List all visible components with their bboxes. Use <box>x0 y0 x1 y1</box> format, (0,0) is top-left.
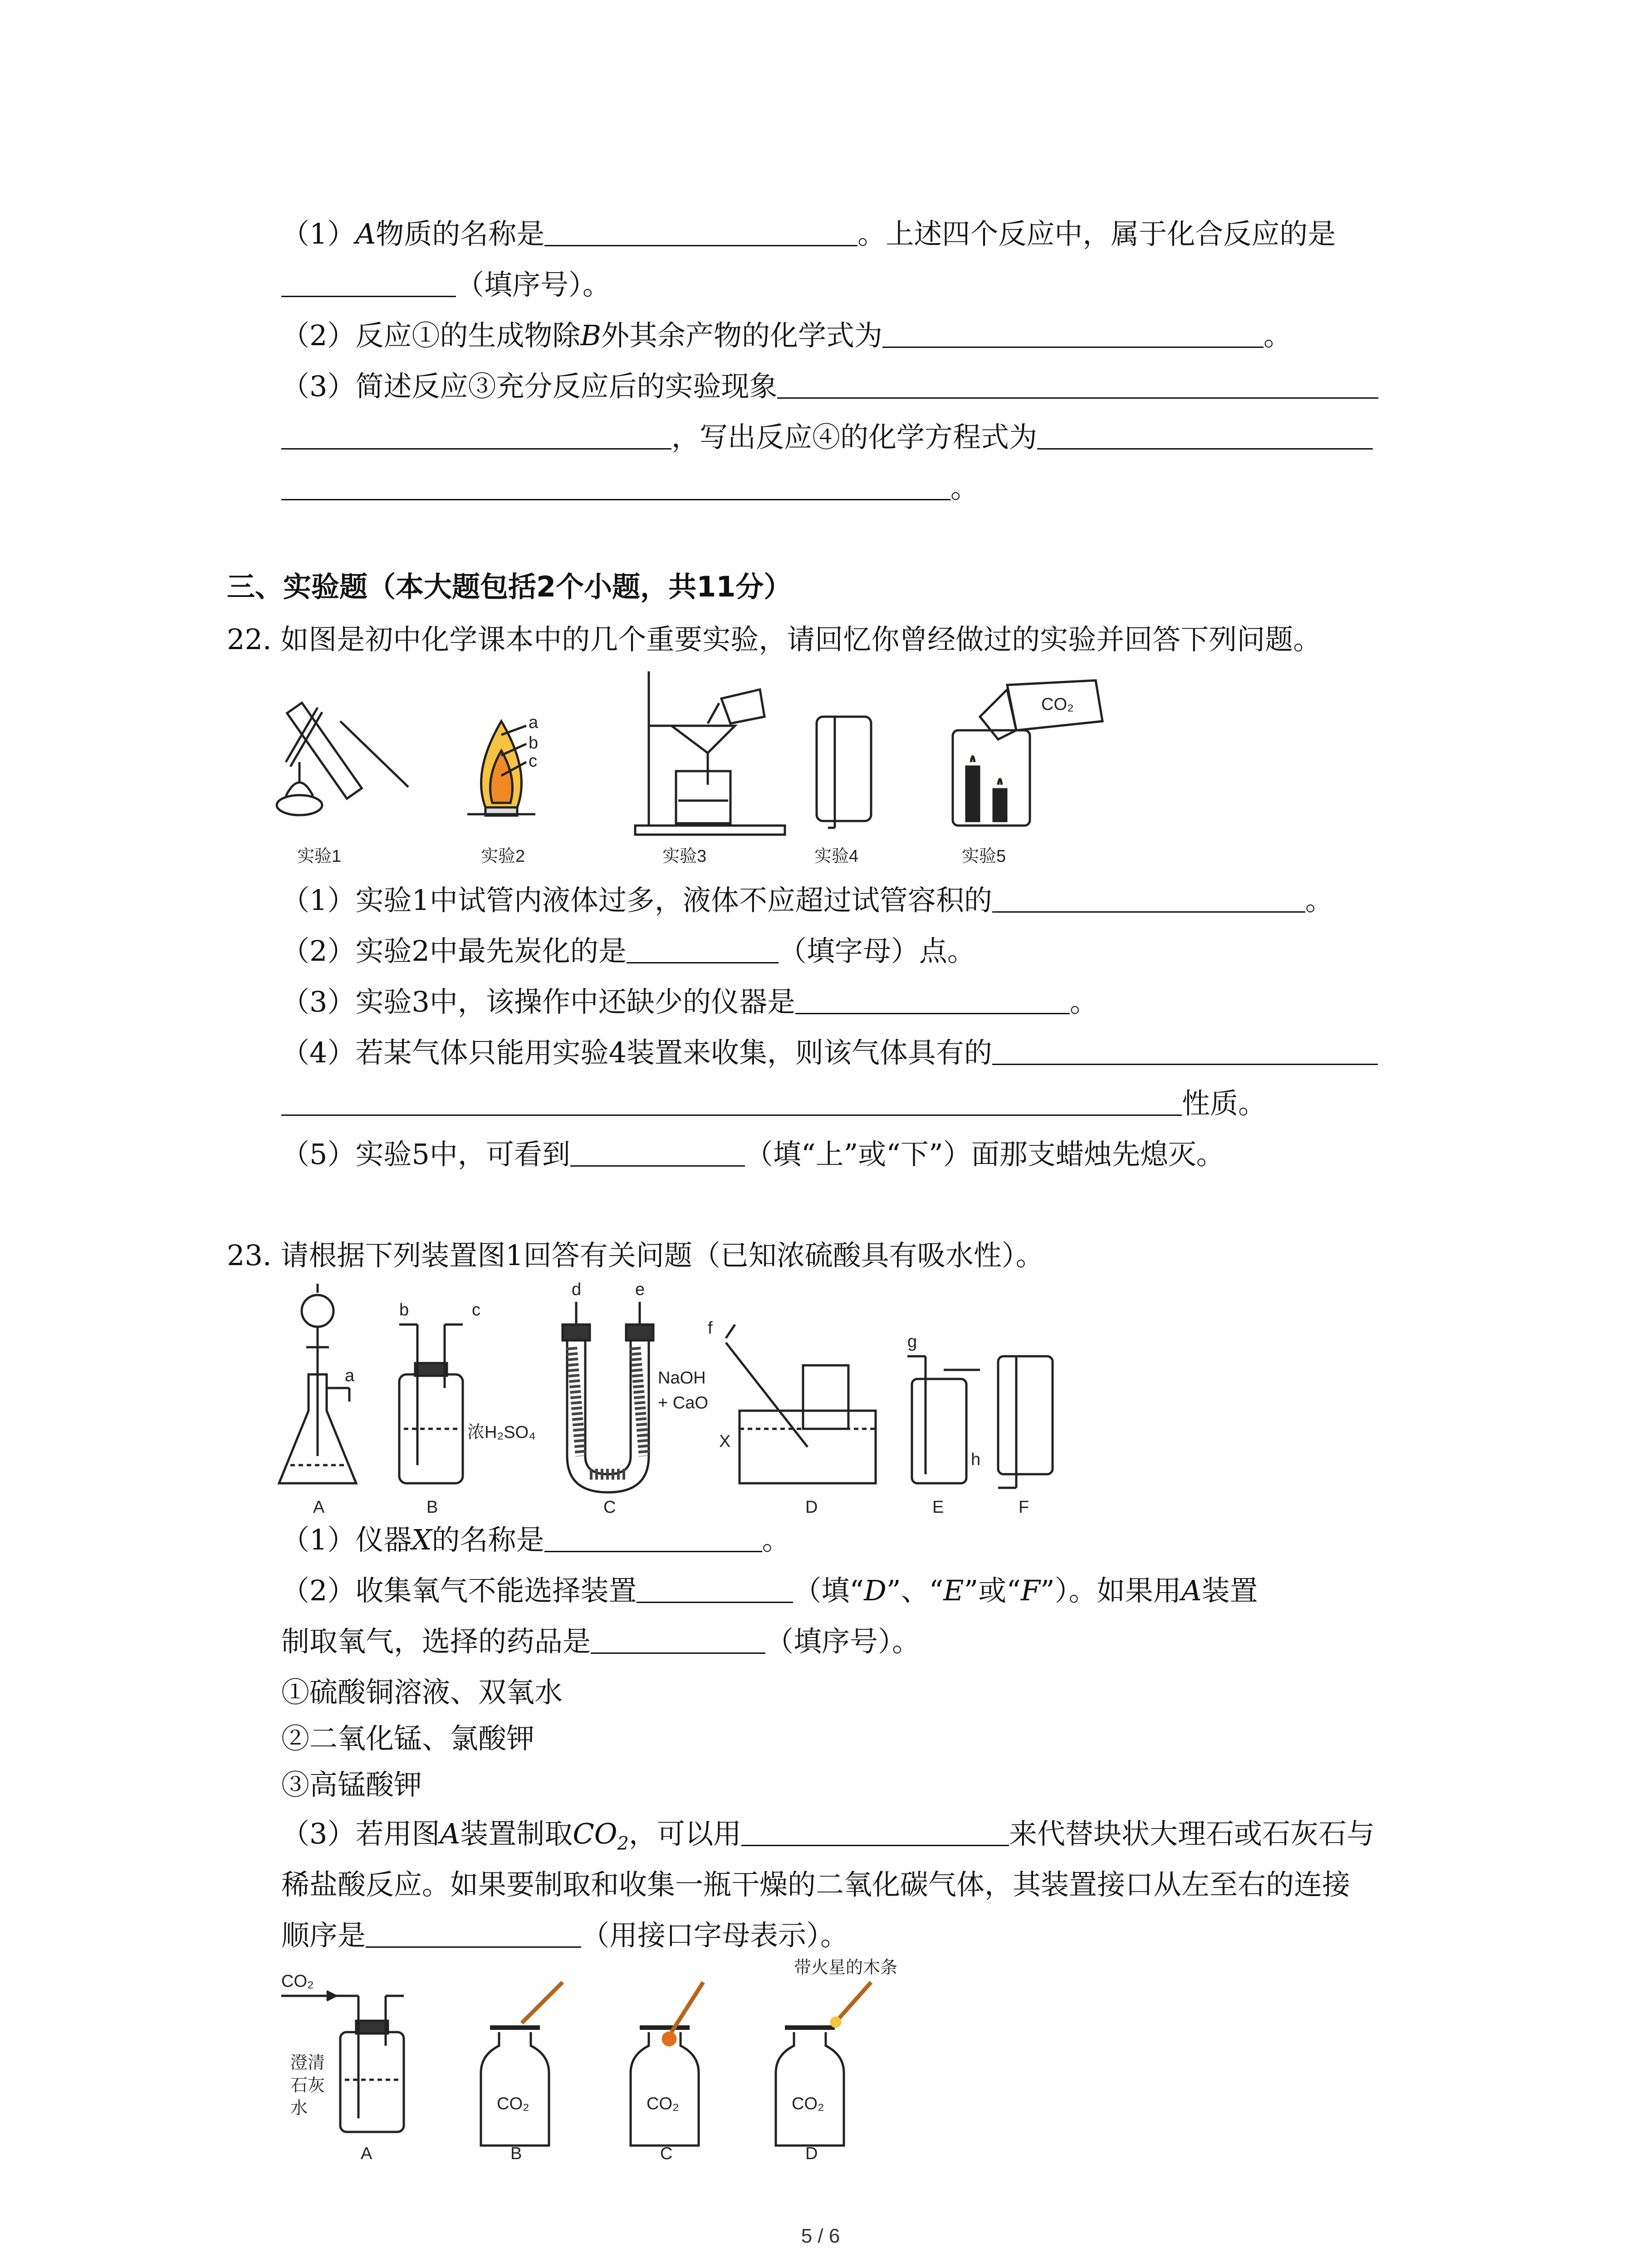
answer-blank[interactable] <box>1037 421 1373 450</box>
answer-blank[interactable] <box>281 269 456 297</box>
answer-blank[interactable] <box>544 1524 762 1552</box>
exp1-label: 实验1 <box>297 847 342 866</box>
q23-sub3-line2: 稀盐酸反应。如果要制取和收集一瓶干燥的二氧化碳气体，其装置接口从左至右的连接 <box>281 1868 1351 1901</box>
co2-fig-label-d: D <box>805 2144 818 2163</box>
answer-blank[interactable] <box>544 218 857 246</box>
port-label-g: g <box>907 1332 917 1351</box>
q23-option-1: ①硫酸铜溶液、双氧水 <box>281 1676 563 1709</box>
q23-sub2-line1: （2）收集氧气不能选择装置 （填“D”、“E”或“F”）。如果用A装置 <box>281 1574 1258 1607</box>
q22-experiment-figure <box>272 671 1157 871</box>
co2-fig-label-c: C <box>660 2144 673 2163</box>
apparatus-b-drawing <box>399 1325 463 1483</box>
q23-sub2-line2: 制取氧气，选择的药品是 （填序号）。 <box>281 1625 921 1658</box>
exp2-drawing <box>467 721 535 816</box>
q22-sub4-line1: （4）若某气体只能用实验4装置来收集，则该气体具有的 <box>281 1035 1378 1071</box>
port-label-e: e <box>635 1280 645 1299</box>
fig-label-c: C <box>603 1498 616 1517</box>
answer-blank[interactable] <box>992 1036 1378 1065</box>
q23-option-3: ③高锰酸钾 <box>281 1768 422 1801</box>
exp4-label: 实验4 <box>814 847 859 866</box>
exp2-label: 实验2 <box>481 847 525 866</box>
flame-label-b: b <box>529 733 539 753</box>
answer-blank[interactable] <box>627 935 779 963</box>
q23-stem: 23. 请根据下列装置图1回答有关问题（已知浓硫酸具有吸水性）。 <box>227 1239 1044 1272</box>
port-label-c: c <box>472 1300 480 1320</box>
fig-label-f: F <box>1019 1498 1029 1517</box>
apparatus-c-drawing <box>563 1302 653 1492</box>
port-label-f: f <box>708 1319 713 1338</box>
splint-label: 带火星的木条 <box>794 1958 898 1977</box>
limewater-label-3: 水 <box>290 2099 308 2118</box>
port-label-d: d <box>572 1280 582 1299</box>
q23-sub3-line3: 顺序是 （用接口字母表示）。 <box>281 1919 849 1952</box>
naoh-label: NaOH <box>658 1369 706 1388</box>
co2-fig-label-b: B <box>510 2144 522 2163</box>
q23-co2-figure <box>272 1955 953 2164</box>
q22-sub3: （3）实验3中，该操作中还缺少的仪器是 。 <box>281 985 1098 1018</box>
q23-option-2: ②二氧化锰、氯酸钾 <box>281 1722 535 1755</box>
co2-bottle-b-label: CO₂ <box>497 2094 529 2113</box>
fig-label-b: B <box>426 1498 438 1517</box>
fig-label-a: A <box>313 1498 325 1517</box>
fig-label-e: E <box>932 1498 944 1517</box>
co2-fig-b-drawing <box>481 1982 563 2146</box>
answer-blank[interactable] <box>281 1087 1182 1116</box>
limewater-label-2: 石灰 <box>290 2076 325 2095</box>
apparatus-e-drawing <box>907 1356 980 1483</box>
answer-blank[interactable] <box>882 319 1264 348</box>
q21-part2: （2）反应①的生成物除B外其余产物的化学式为 。 <box>281 319 1292 352</box>
q21-part1-line2: （填序号）。 <box>281 267 611 303</box>
answer-blank[interactable] <box>281 472 950 500</box>
answer-blank[interactable] <box>637 1574 793 1603</box>
exp3-label: 实验3 <box>662 847 707 866</box>
q22-sub4-line2: 性质。 <box>281 1085 1266 1122</box>
co2-fig-label-a: A <box>361 2144 372 2163</box>
h2so4-label: 浓H₂SO₄ <box>467 1423 536 1442</box>
answer-blank[interactable] <box>795 986 1070 1014</box>
q22-sub5: （5）实验5中，可看到 （填“上”或“下”）面那支蜡烛先熄灭。 <box>281 1138 1225 1171</box>
co2-bottle-c-label: CO₂ <box>647 2094 679 2113</box>
co2-fig-c-drawing <box>631 1982 703 2146</box>
port-label-b: b <box>399 1300 409 1320</box>
q23-apparatus-figure <box>272 1275 1066 1520</box>
answer-blank[interactable] <box>992 884 1305 913</box>
q23-sub3-line1: （3）若用图A装置制取$CO_2$，可以用 来代替块状大理石或石灰石与 <box>281 1817 1375 1854</box>
q21-part3-line2: ，写出反应④的化学方程式为 <box>281 419 1373 455</box>
flame-label-c: c <box>529 752 537 771</box>
exp5-drawing <box>953 680 1102 826</box>
co2-bottle-d-label: CO₂ <box>792 2094 824 2113</box>
q22-stem: 22. 如图是初中化学课本中的几个重要实验，请回忆你曾经做过的实验并回答下列问题。 <box>227 623 1322 656</box>
apparatus-f-drawing <box>998 1356 1053 1488</box>
answer-blank[interactable] <box>741 1818 1009 1846</box>
q21-part3-line3: 。 <box>281 470 979 506</box>
x-label: X <box>719 1432 731 1451</box>
q21-part3-line1: （3）简述反应③充分反应后的实验现象 <box>281 368 1378 405</box>
fig-label-d: D <box>805 1498 818 1517</box>
flame-label-a: a <box>529 713 539 732</box>
q23-sub1: （1）仪器X的名称是 。 <box>281 1523 790 1556</box>
section-title: 三、实验题（本大题包括2个小题，共11分） <box>227 570 792 603</box>
exp4-drawing <box>817 717 871 828</box>
port-label-h: h <box>971 1450 981 1469</box>
answer-blank[interactable] <box>281 421 671 450</box>
q22-sub2: （2）实验2中最先炭化的是 （填字母）点。 <box>281 934 975 968</box>
apparatus-d-drawing <box>726 1325 876 1483</box>
answer-blank[interactable] <box>366 1919 581 1948</box>
answer-blank[interactable] <box>591 1625 765 1654</box>
exp1-drawing <box>277 703 408 815</box>
exp5-label: 实验5 <box>962 847 1006 866</box>
exp3-drawing <box>635 671 785 835</box>
port-label-a: a <box>345 1366 355 1385</box>
cao-label: + CaO <box>658 1393 708 1413</box>
co2-arrow-label: CO₂ <box>281 1972 314 1991</box>
co2-label: CO₂ <box>1041 695 1074 714</box>
answer-blank[interactable] <box>777 370 1378 399</box>
limewater-label-1: 澄清 <box>290 2053 325 2072</box>
answer-blank[interactable] <box>570 1138 745 1167</box>
q22-sub1: （1）实验1中试管内液体过多，液体不应超过试管容积的 。 <box>281 884 1333 917</box>
q21-part1-line1: （1）A物质的名称是 。上述四个反应中，属于化合反应的是 <box>281 217 1336 250</box>
co2-fig-d-drawing <box>776 1982 871 2146</box>
page-number: 5 / 6 <box>801 2225 840 2247</box>
